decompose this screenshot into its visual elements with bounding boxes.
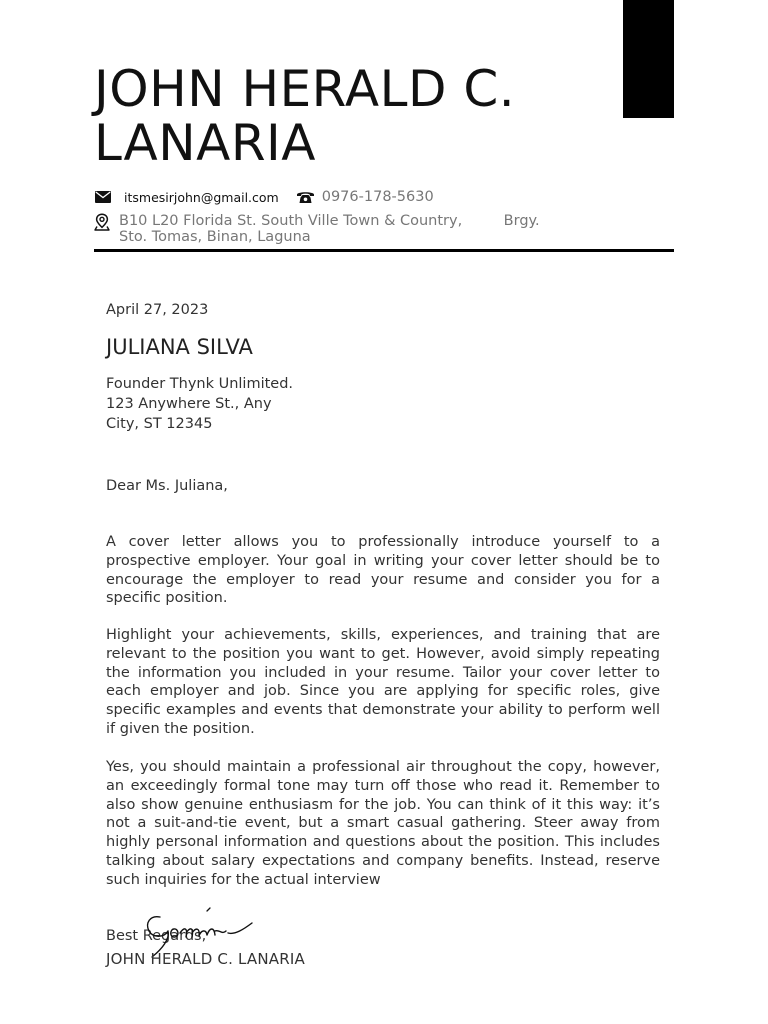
address-line-2: Sto. Tomas, Binan, Laguna	[119, 229, 311, 245]
address-line-1: B10 L20 Florida St. South Ville Town & Country, Brgy.	[119, 213, 540, 229]
salutation: Dear Ms. Juliana,	[106, 478, 228, 494]
envelope-icon	[95, 191, 111, 203]
signer-name: JOHN HERALD C. LANARIA	[106, 950, 305, 968]
header-accent-block	[623, 0, 674, 118]
closing: Best Regards,	[106, 928, 207, 944]
letter-date: April 27, 2023	[106, 302, 209, 318]
applicant-name-line-2: LANARIA	[94, 114, 317, 172]
telephone-icon	[296, 190, 315, 204]
location-pin-icon	[94, 213, 110, 231]
recipient-address	[106, 374, 660, 434]
recipient-address-line: City, ST 12345	[106, 416, 213, 432]
recipient-address-line: 123 Anywhere St., Any	[106, 396, 272, 412]
applicant-name-line-1: JOHN HERALD C.	[94, 60, 516, 118]
phone-text: 0976-178-5630	[321, 189, 434, 205]
header-divider	[94, 249, 674, 252]
recipient-address-line: Founder Thynk Unlimited.	[106, 376, 294, 392]
contact-row	[95, 187, 434, 207]
email-text: itsmesirjohn@gmail.com	[124, 189, 279, 205]
recipient-name: JULIANA SILVA	[106, 335, 253, 359]
applicant-name	[94, 62, 614, 170]
letter-paragraph-2: Highlight your achievements, skills, experiences, and training that are relevant to the position you want to get. However, avoid simply repeating the information you included in your resume. Tailor your cover letter to each employer and job. Since you are applying for specific roles, give specific examples and events that demonstrate your ability to perform well if given the position.	[106, 627, 660, 737]
address-text	[119, 213, 559, 245]
letter-paragraph-3: Yes, you should maintain a professional air throughout the copy, however, an exceedingly formal tone may turn off those who read it. Remember to also show genuine enthusiasm for the job. You can think of it this way: it’s not a suit-and-tie event, but a smart casual gathering. Steer away from highly personal information and questions about the position. This includes talking about salary expectations and company benefits. Instead, reserve such inquiries for the actual interview	[106, 759, 660, 888]
letter-paragraph-1: A cover letter allows you to professionally introduce yourself to a prospective employer. Your goal in writing your cover letter should be to encourage the employer to read your resume and consider you for a specific position.	[106, 534, 660, 607]
